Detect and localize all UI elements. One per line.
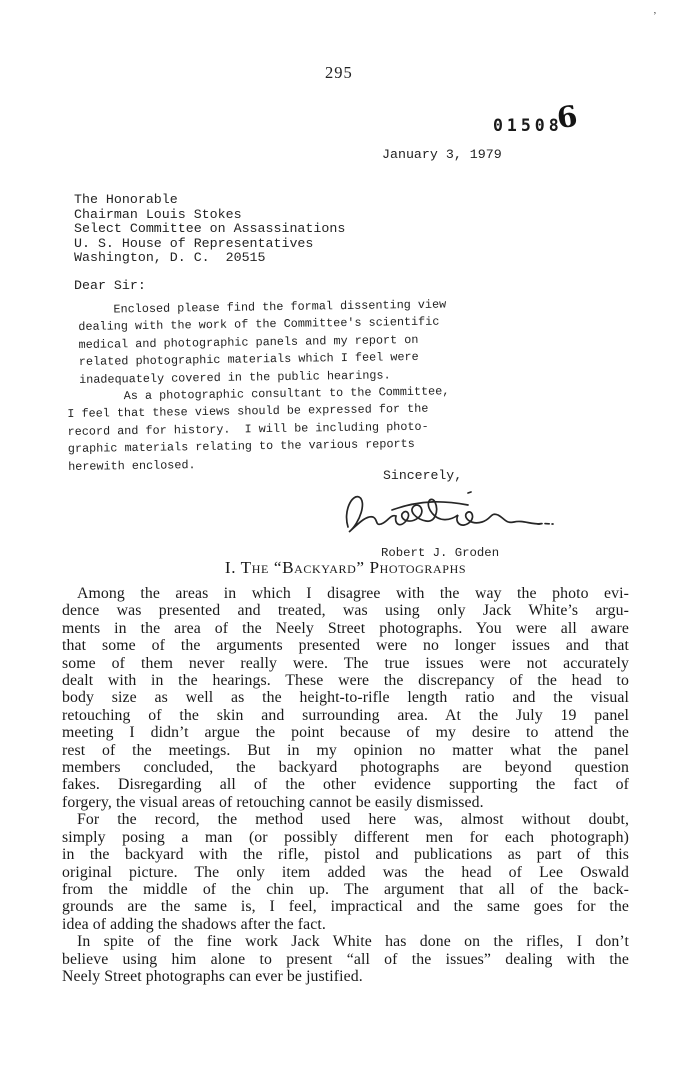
handwritten-signature — [340, 487, 555, 537]
signature-scribble-icon — [340, 487, 555, 537]
report-paragraph — [62, 811, 629, 933]
letter-line: I feel that these views should be expressed for the — [67, 402, 429, 422]
report-line: idea of adding the shadows after the fact. — [62, 915, 326, 933]
report-line: ments in the area of the Neely Street photographs. You were all aware — [62, 619, 629, 637]
letter-line: medical and photographic panels and my report on — [78, 332, 419, 352]
address-line: Select Committee on Assassinations — [74, 221, 346, 236]
report-line: Among the areas in which I disagree with the way the photo evi- — [77, 585, 629, 602]
report-paragraph — [62, 933, 629, 985]
page-number: 295 — [325, 63, 353, 82]
report-line: meeting I didn’t argue the point because of my desire to attend the — [62, 724, 629, 742]
closing-sincerely: Sincerely, — [383, 468, 463, 483]
report-line: For the record, the method used here was, almost without doubt, — [77, 811, 629, 829]
letter-paragraph-2 — [67, 383, 451, 476]
report-line: some of them never really were. The true issues were not accurately — [62, 654, 629, 672]
report-line: Neely Street photographs can ever be justified. — [62, 967, 363, 985]
report-line: dence was presented and treated, was using only Jack White’s argu- — [62, 602, 629, 620]
report-line: in the backyard with the rifle, pistol and publications as part of this — [62, 846, 629, 864]
report-line: members concluded, the backyard photographs are beyond question — [62, 759, 629, 777]
report-line: original picture. The only item added was the head of Lee Oswald — [62, 863, 629, 881]
report-line: that some of the arguments presented were no longer issues and that — [62, 637, 629, 655]
report-line: In spite of the fine work Jack White has done on the rifles, I don’t — [77, 933, 629, 951]
salutation: Dear Sir: — [74, 278, 146, 293]
stamp-digits: 01508 — [493, 116, 563, 135]
report-section-heading: I. The “Backyard” Photographs — [224, 558, 467, 577]
report-body — [62, 585, 629, 985]
letter-line: herewith enclosed. — [68, 457, 196, 474]
report-line: grounds are the same is, I feel, impractical and the same goes for the — [62, 898, 629, 916]
address-line: Chairman Louis Stokes — [74, 206, 242, 222]
letter-line: Enclosed please find the formal dissenting view — [78, 297, 447, 317]
letter-line: As a photographic consultant to the Committee, — [67, 384, 450, 404]
report-line: believe using him alone to present “all of the issues” dealing with the — [62, 950, 629, 968]
address-line: The Honorable — [74, 192, 178, 207]
recipient-address-block — [74, 193, 345, 266]
letter-line: dealing with the work of the Committee's scientific — [78, 315, 440, 335]
address-line: Washington, D. C. 20515 — [74, 250, 266, 265]
typed-signature-name: Robert J. Groden — [381, 546, 500, 560]
stamp-handwritten-digit: 6 — [554, 98, 580, 136]
letter-paragraph-1 — [78, 297, 447, 389]
letter-line: inadequately covered in the public hearings. — [79, 367, 391, 387]
letter-line: graphic materials relating to the various reports — [67, 437, 415, 457]
corner-speck-artifact: ʼ — [653, 10, 657, 22]
report-line: rest of the meetings. But in my opinion no matter what the panel — [62, 741, 629, 759]
report-paragraph — [62, 585, 629, 811]
letter-date: January 3, 1979 — [382, 147, 502, 162]
report-line: dealt with in the hearings. These were the discrepancy of the head to — [62, 672, 629, 690]
address-line: U. S. House of Representatives — [74, 235, 314, 251]
letter-line: related photographic materials which I feel were — [78, 350, 419, 370]
letter-line: record and for history. I will be including photo- — [67, 419, 429, 439]
report-line: body size as well as the height-to-rifle length ratio and the visual — [62, 689, 629, 707]
report-line: from the middle of the chin up. The argument that all of the back- — [62, 880, 629, 898]
report-line: retouching of the skin and surrounding area. At the July 19 panel — [62, 706, 629, 724]
report-line: simply posing a man (or possibly different men for each photograph) — [62, 828, 629, 846]
document-number-stamp — [493, 98, 583, 138]
report-line: forgery, the visual areas of retouching cannot be easily dismissed. — [62, 793, 484, 811]
report-line: fakes. Disregarding all of the other evidence supporting the fact of — [62, 776, 629, 794]
